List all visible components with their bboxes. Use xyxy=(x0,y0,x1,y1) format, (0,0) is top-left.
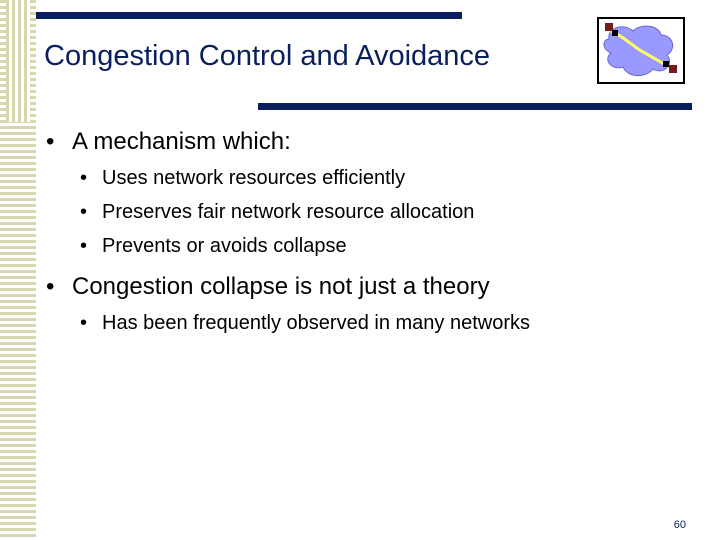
network-cloud-icon xyxy=(597,17,685,84)
slide-title: Congestion Control and Avoidance xyxy=(44,40,491,72)
sub-bullet-1-3 xyxy=(80,235,347,258)
page-number: 60 xyxy=(673,519,686,531)
sub-bullet-2-1-text: Has been frequently observed in many networks xyxy=(102,312,531,334)
sub-bullet-1-2 xyxy=(80,201,474,224)
bullet-1-text: A mechanism which: xyxy=(72,128,291,155)
sub-bullet-1-1-text: Uses network resources efficiently xyxy=(102,167,406,189)
bullet-2 xyxy=(46,273,490,301)
bullet-dot: • xyxy=(46,128,55,155)
decorative-stripe-corner xyxy=(6,0,30,122)
bullet-1 xyxy=(46,128,291,156)
title-rule-bottom xyxy=(258,103,692,110)
title-rule-top xyxy=(36,12,462,19)
sub-bullet-1-3-text: Prevents or avoids collapse xyxy=(102,235,347,257)
bullet-dot: • xyxy=(80,201,88,223)
bullet-2-text: Congestion collapse is not just a theory xyxy=(72,273,490,300)
sub-bullet-2-1 xyxy=(80,312,530,335)
sub-bullet-1-1 xyxy=(80,167,405,190)
bullet-dot: • xyxy=(80,235,88,257)
sub-bullet-1-2-text: Preserves fair network resource allocation xyxy=(102,201,475,223)
bullet-dot: • xyxy=(46,273,55,300)
bullet-dot: • xyxy=(80,312,88,334)
bullet-dot: • xyxy=(80,167,88,189)
